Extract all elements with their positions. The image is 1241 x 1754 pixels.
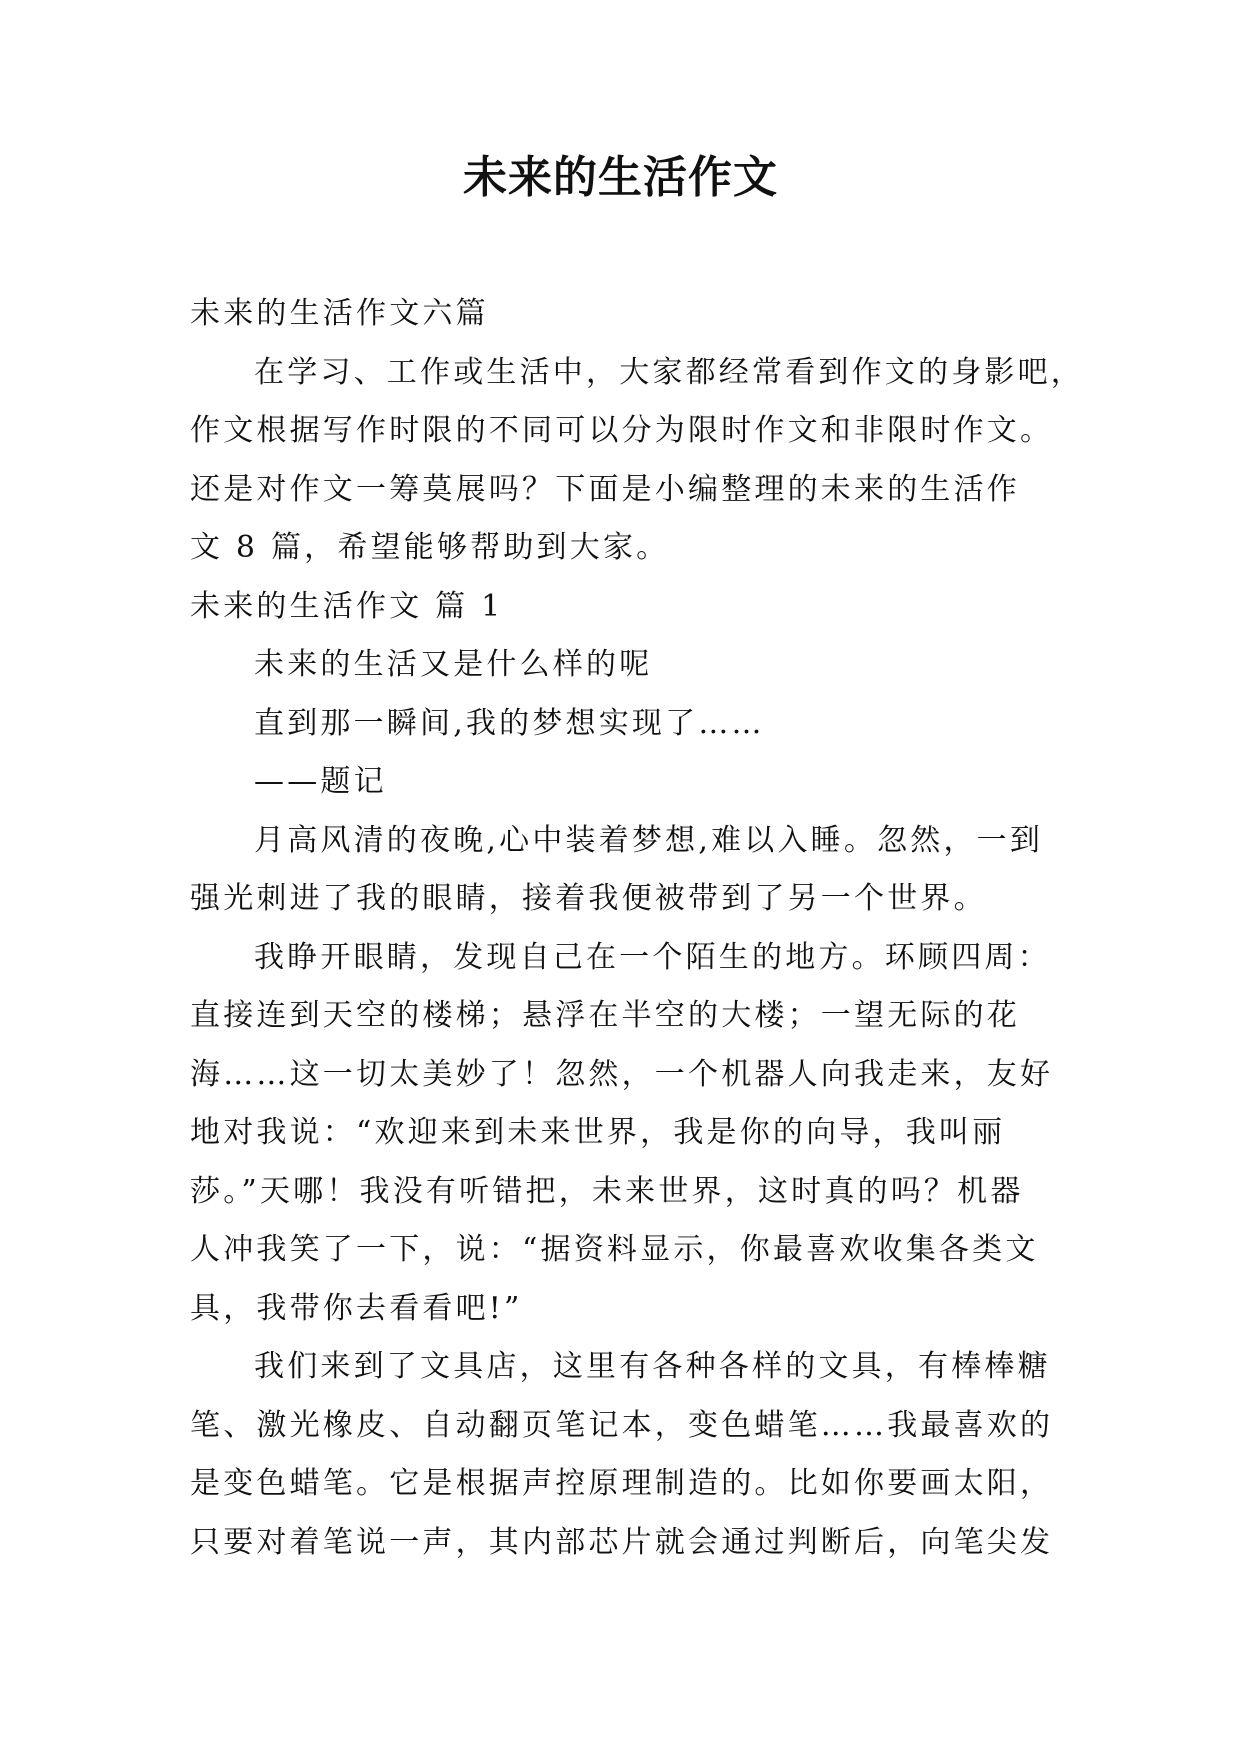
body-line: ——题记 [254,764,387,799]
body-line: 月高风清的夜晚,心中装着梦想,难以入睡。忽然，一到 [254,822,1044,858]
document-body [190,285,1084,1572]
document-title: 未来的生活作文 [463,152,778,203]
body-line: 只要对着笔说一声，其内部芯片就会通过判断后，向笔尖发 [190,1524,1054,1560]
body-line: 直到那一瞬间,我的梦想实现了…… [254,705,765,741]
body-line: 具，我带你去看看吧!” [190,1290,523,1326]
body-line: 直接连到天空的楼梯；悬浮在半空的大楼；一望无际的花 [190,998,1020,1033]
body-line: 我睁开眼睛，发现自己在一个陌生的地方。环顾四周： [254,939,1051,975]
body-line: 文 8 篇，希望能够帮助到大家。 [190,530,670,565]
body-line: 莎。”天哪！我没有听错把，未来世界，这时真的吗？机器 [190,1173,1024,1209]
body-line: 强光刺进了我的眼睛，接着我便被带到了另一个世界。 [190,881,987,916]
body-line: 人冲我笑了一下，说：“据资料显示，你最喜欢收集各类文 [190,1232,1039,1267]
body-line: 未来的生活作文 篇 1 [190,588,504,624]
body-line: 作文根据写作时限的不同可以分为限时作文和非限时作文。 [190,413,1054,448]
body-line: 我们来到了文具店，这里有各种各样的文具，有棒棒糖 [254,1349,1051,1384]
body-line: 笔、激光橡皮、自动翻页笔记本，变色蜡笔……我最喜欢的 [190,1407,1054,1443]
body-line: 地对我说：“欢迎来到未来世界，我是你的向导，我叫丽 [190,1115,1006,1150]
body-line: 还是对作文一筹莫展吗？下面是小编整理的未来的生活作 [190,471,1020,507]
body-line: 是变色蜡笔。它是根据声控原理制造的。比如你要画太阳， [190,1466,1054,1501]
body-line: 未来的生活作文六篇 [190,296,489,331]
body-line: 海……这一切太美妙了！忽然，一个机器人向我走来，友好 [190,1056,1054,1092]
body-line: 在学习、工作或生活中，大家都经常看到作文的身影吧， [254,354,1084,390]
body-line: 未来的生活又是什么样的呢 [254,647,653,682]
